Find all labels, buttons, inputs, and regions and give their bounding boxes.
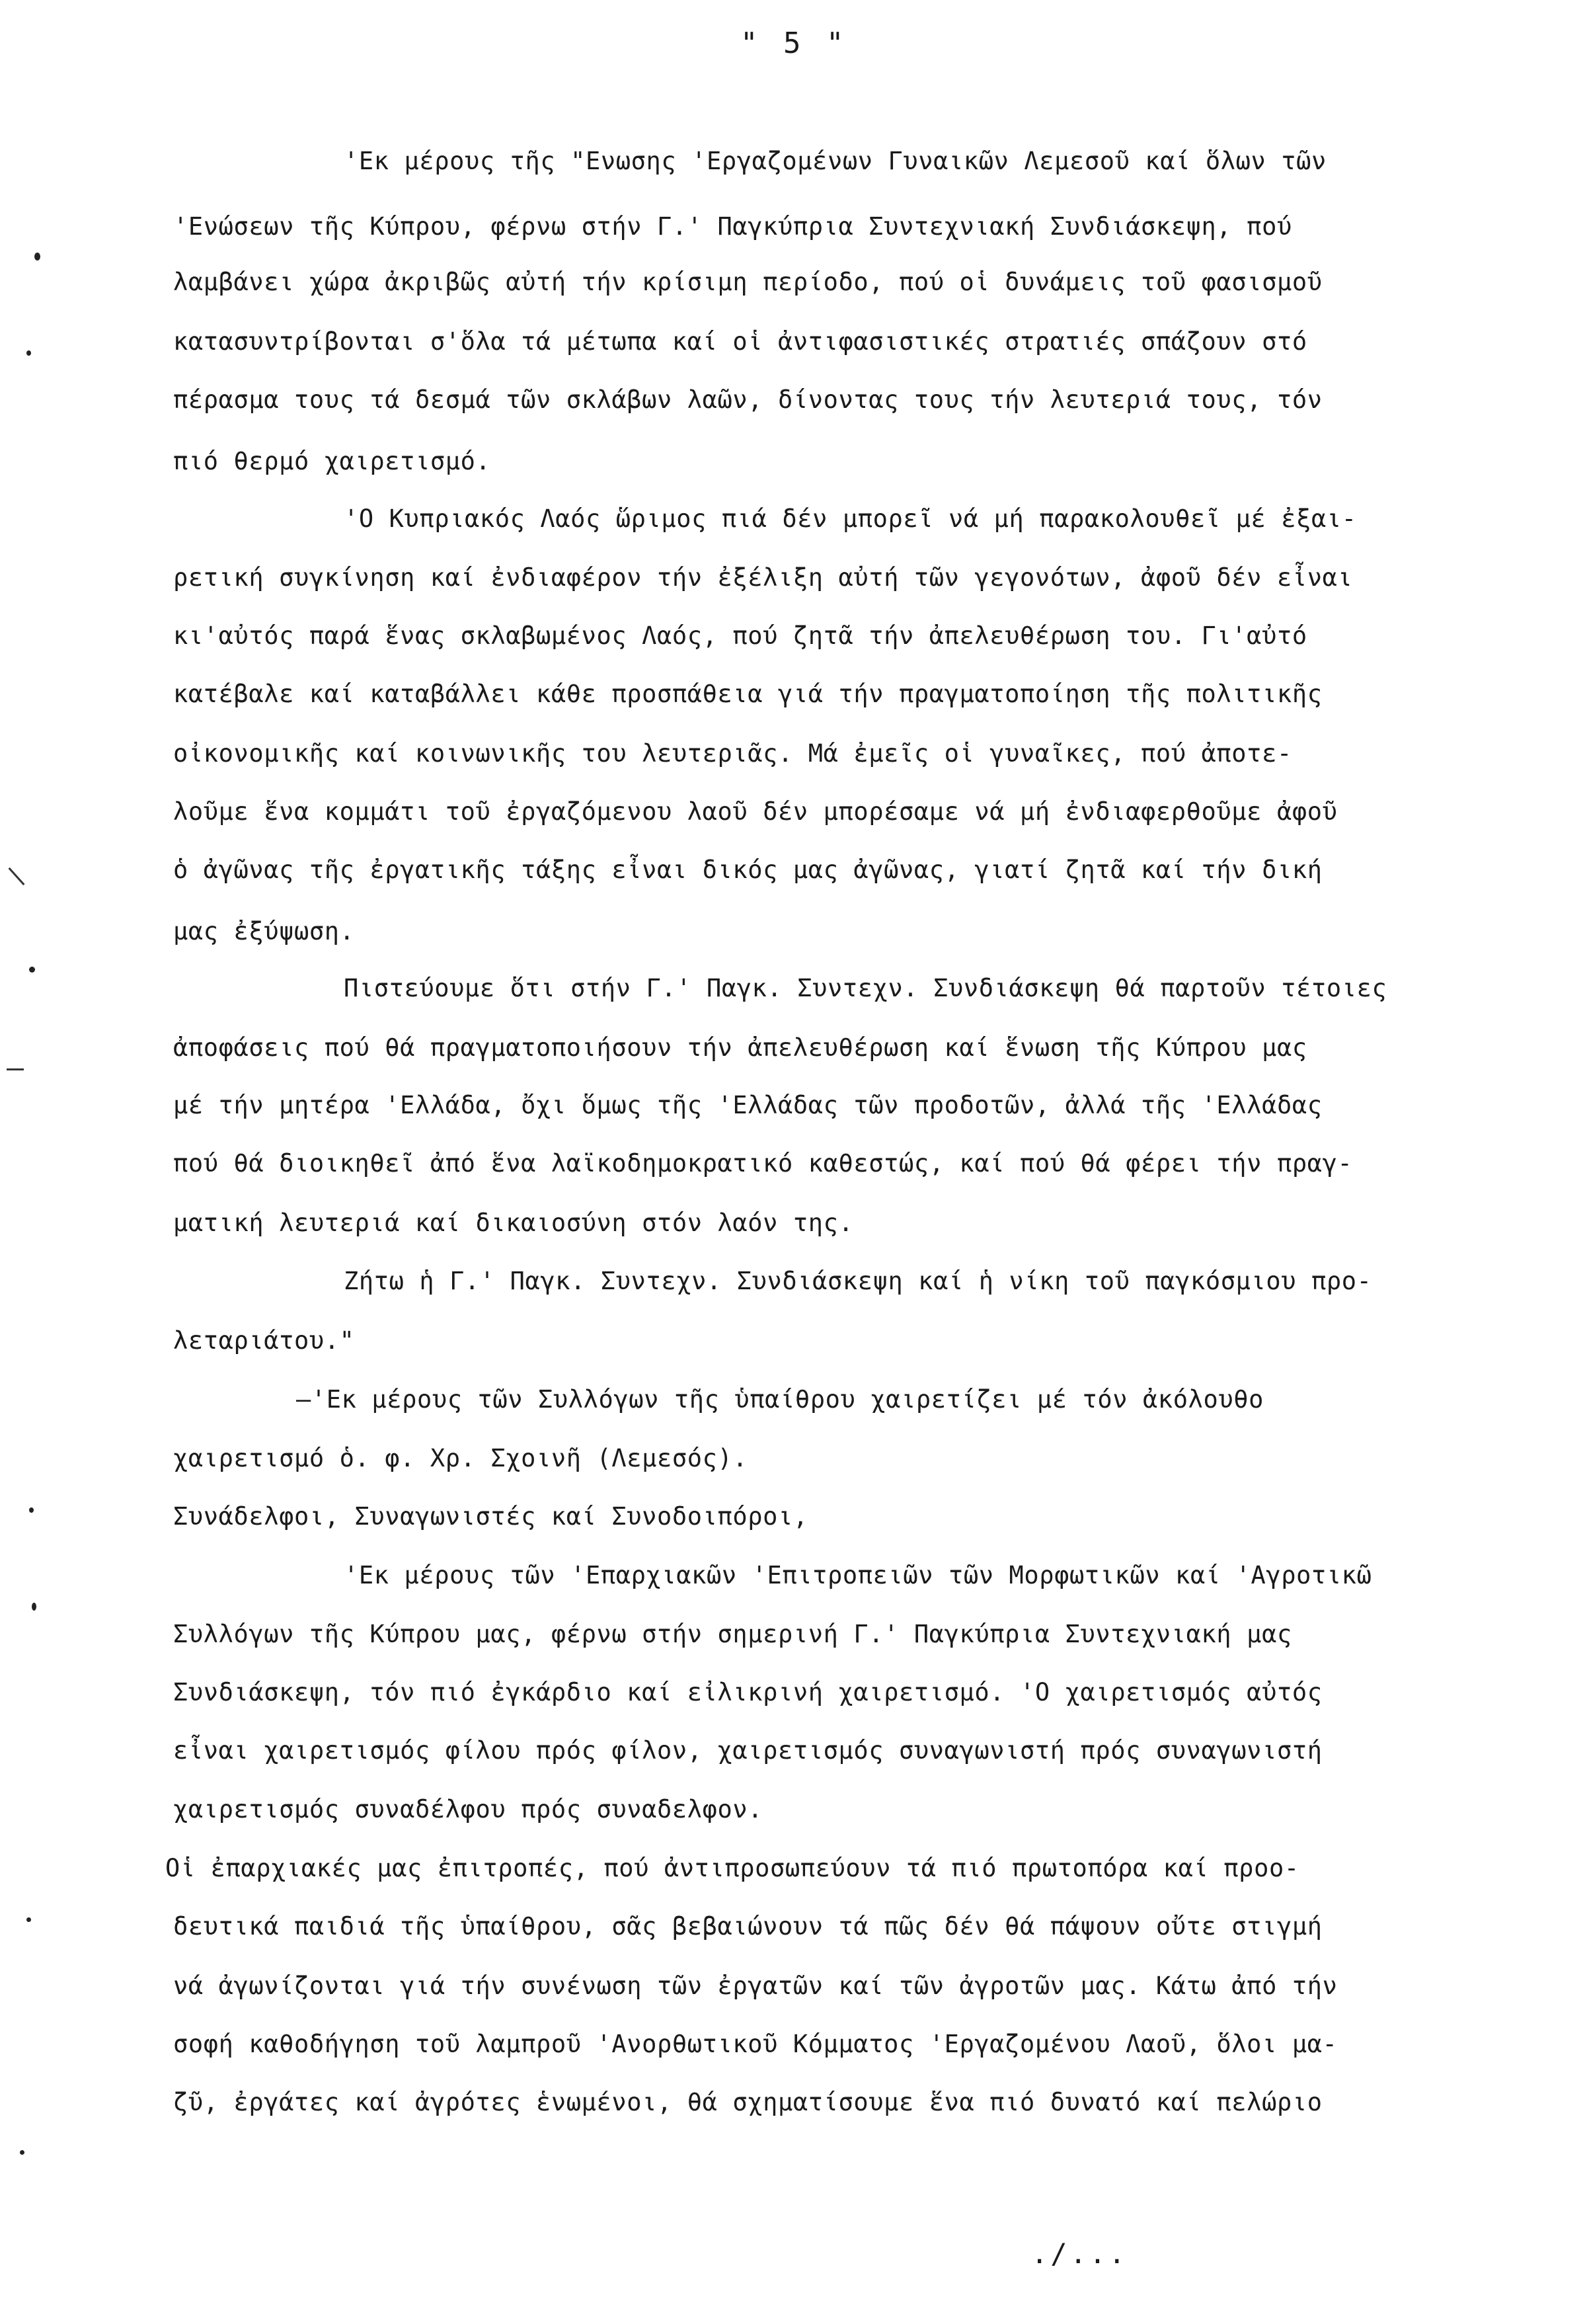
scan-speck xyxy=(26,1917,31,1922)
continuation-mark: ./... xyxy=(1031,2237,1128,2270)
text-line: λεταριάτου." xyxy=(173,1326,355,1355)
text-line: Ζήτω ἡ Γ.' Παγκ. Συντεχν. Συνδιάσκεψη καί ἡ νίκη τοῦ παγκόσμιου προ- xyxy=(344,1267,1372,1295)
text-line: 'Ενώσεων τῆς Κύπρου, φέρνω στήν Γ.' Παγκύπρια Συντεχνιακή Συνδιάσκεψη, πού xyxy=(173,212,1292,241)
text-line: ὁ ἀγῶνας τῆς ἐργατικῆς τάξης εἶναι δικός μας ἀγῶνας, γιατί ζητᾶ καί τήν δική xyxy=(173,856,1323,884)
text-line: λαμβάνει χώρα ἀκριβῶς αὐτή τήν κρίσιμη περίοδο, πού οἱ δυνάμεις τοῦ φασισμοῦ xyxy=(173,268,1323,296)
text-line: ματική λευτεριά καί δικαιοσύνη στόν λαόν της. xyxy=(173,1209,854,1237)
text-line: λοῦμε ἕνα κομμάτι τοῦ ἐργαζόμενου λαοῦ δέν μπορέσαμε νά μή ἐνδιαφερθοῦμε ἀφοῦ xyxy=(173,797,1338,826)
scan-speck xyxy=(32,1603,36,1611)
text-line: Συνδιάσκεψη, τόν πιό ἐγκάρδιο καί εἰλικρινή χαιρετισμό. 'Ο χαιρετισμός αὐτός xyxy=(173,1678,1323,1706)
text-line: δευτικά παιδιά τῆς ὑπαίθρου, σᾶς βεβαιώνουν τά πῶς δέν θά πάψουν οὔτε στιγμή xyxy=(173,1912,1323,1941)
text-line: Οἱ ἐπαρχιακές μας ἐπιτροπές, πού ἀντιπροσωπεύουν τά πιό πρωτοπόρα καί προο- xyxy=(165,1854,1299,1882)
scan-speck xyxy=(26,350,31,356)
text-line: κατασυντρίβονται σ'ὅλα τά μέτωπα καί οἱ ἀντιφασιστικές στρατιές σπάζουν στό xyxy=(173,327,1307,356)
text-line: —'Εκ μέρους τῶν Συλλόγων τῆς ὑπαίθρου χαιρετίζει μέ τόν ἀκόλουθο xyxy=(296,1385,1264,1414)
text-line: κατέβαλε καί καταβάλλει κάθε προσπάθεια γιά τήν πραγματοποίηση τῆς πολιτικῆς xyxy=(173,680,1323,708)
page-number: " 5 " xyxy=(740,26,848,60)
text-line: πού θά διοικηθεῖ ἀπό ἕνα λαϊκοδημοκρατικό καθεστώς, καί πού θά φέρει τήν πραγ- xyxy=(173,1149,1353,1178)
scan-dash xyxy=(7,1068,24,1070)
text-line: κι'αὐτός παρά ἕνας σκλαβωμένος Λαός, πού ζητᾶ τήν ἀπελευθέρωση του. Γι'αὐτό xyxy=(173,621,1307,650)
text-line: 'Ο Κυπριακός Λαός ὥριμος πιά δέν μπορεῖ νά μή παρακολουθεῖ μέ ἐξαι- xyxy=(344,504,1357,533)
text-line: μέ τήν μητέρα 'Ελλάδα, ὄχι ὅμως τῆς 'Ελλάδας τῶν προδοτῶν, ἀλλά τῆς 'Ελλάδας xyxy=(173,1091,1323,1119)
text-line: νά ἀγωνίζονται γιά τήν συνένωση τῶν ἐργατῶν καί τῶν ἀγροτῶν μας. Κάτω ἀπό τήν xyxy=(173,1972,1338,2000)
text-line: οἰκονομικῆς καί κοινωνικῆς του λευτεριᾶς. Μά ἐμεῖς οἱ γυναῖκες, πού ἀποτε- xyxy=(173,739,1292,768)
text-line: χαιρετισμό ὁ. φ. Χρ. Σχοινῆ (Λεμεσός). xyxy=(173,1444,748,1472)
scan-speck xyxy=(34,253,40,260)
scan-speck xyxy=(29,1507,34,1513)
scan-speck xyxy=(29,967,35,973)
text-line: 'Εκ μέρους τῶν 'Επαρχιακῶν 'Επιτροπειῶν τῶν Μορφωτικῶν καί 'Αγροτικῶ xyxy=(344,1561,1372,1589)
text-line: 'Εκ μέρους τῆς "Ενωσης 'Εργαζομένων Γυναικῶν Λεμεσοῦ καί ὅλων τῶν xyxy=(344,147,1327,175)
scan-stroke xyxy=(9,867,25,885)
text-line: πέρασμα τους τά δεσμά τῶν σκλάβων λαῶν, δίνοντας τους τήν λευτεριά τους, τόν xyxy=(173,385,1323,414)
text-line: Πιστεύουμε ὅτι στήν Γ.' Παγκ. Συντεχν. Συνδιάσκεψη θά παρτοῦν τέτοιες xyxy=(344,974,1387,1002)
text-line: Συνάδελφοι, Συναγωνιστές καί Συνοδοιπόροι, xyxy=(173,1502,808,1531)
text-line: ζῦ, ἐργάτες καί ἀγρότες ἑνωμένοι, θά σχηματίσουμε ἕνα πιό δυνατό καί πελώριο xyxy=(173,2088,1323,2116)
text-line: πιό θερμό χαιρετισμό. xyxy=(173,447,491,475)
scan-speck xyxy=(20,2150,24,2155)
text-line: χαιρετισμός συναδέλφου πρός συναδελφον. xyxy=(173,1795,763,1823)
text-line: μας ἐξύψωση. xyxy=(173,917,355,945)
text-line: σοφή καθοδήγηση τοῦ λαμπροῦ 'Ανορθωτικοῦ Κόμματος 'Εργαζομένου Λαοῦ, ὅλοι μα- xyxy=(173,2030,1338,2058)
text-line: ἀποφάσεις πού θά πραγματοποιήσουν τήν ἀπελευθέρωση καί ἕνωση τῆς Κύπρου μας xyxy=(173,1033,1307,1062)
text-line: Συλλόγων τῆς Κύπρου μας, φέρνω στήν σημερινή Γ.' Παγκύπρια Συντεχνιακή μας xyxy=(173,1620,1292,1648)
text-line: εἶναι χαιρετισμός φίλου πρός φίλον, χαιρετισμός συναγωνιστή πρός συναγωνιστή xyxy=(173,1736,1323,1765)
text-line: ρετική συγκίνηση καί ἐνδιαφέρον τήν ἐξέλιξη αὐτή τῶν γεγονότων, ἀφοῦ δέν εἶναι xyxy=(173,563,1353,592)
